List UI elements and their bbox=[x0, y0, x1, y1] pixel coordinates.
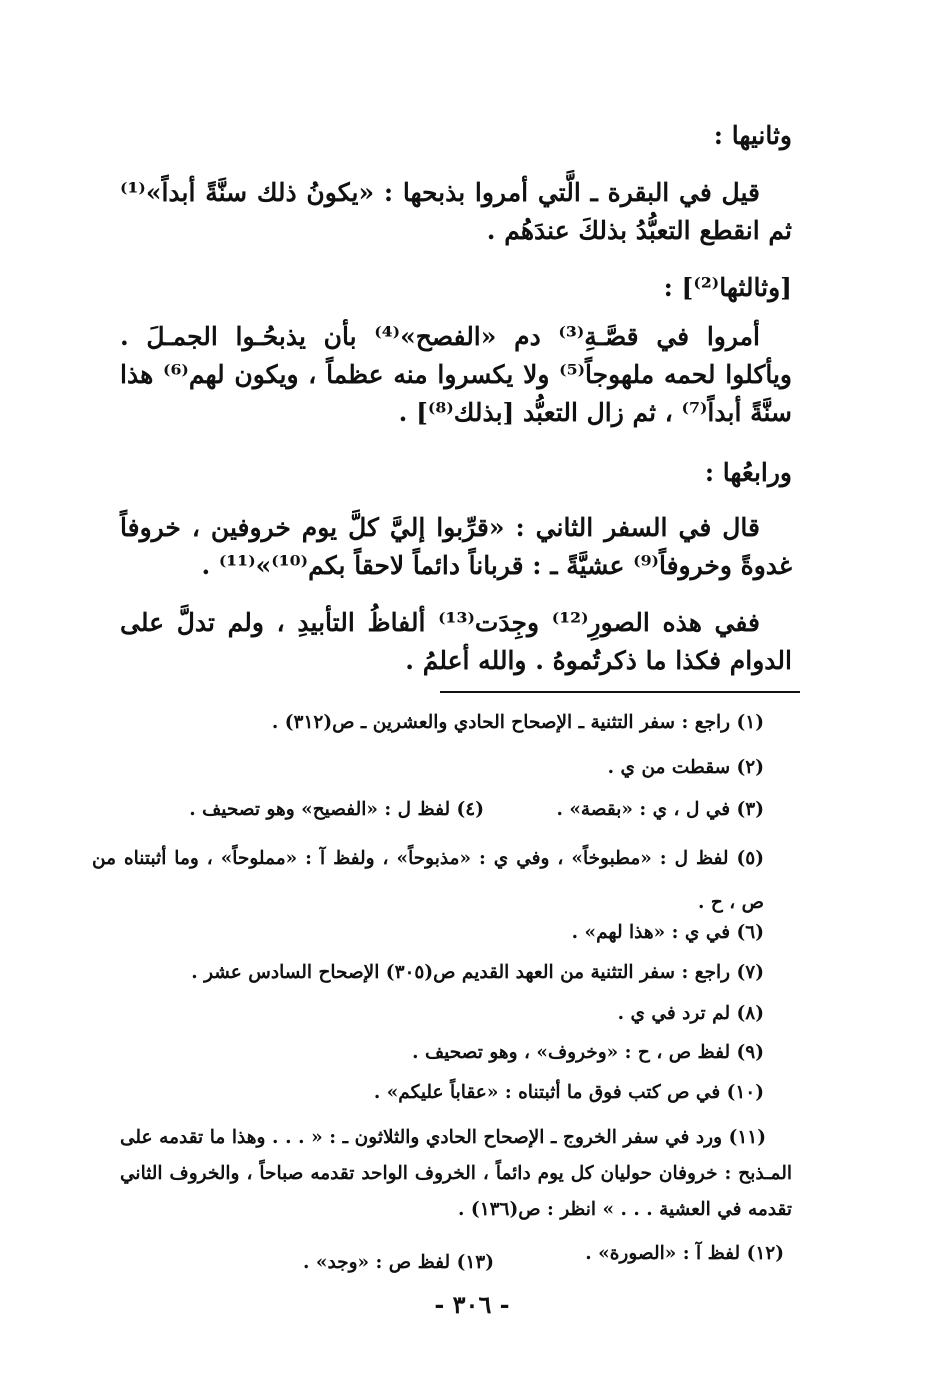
footnote-10: (١٠) في ص كتب فوق ما أثبتناه : «عقاباً عليكم» . bbox=[373, 1082, 764, 1103]
footnote-7: (٧) راجع : سفر التثنية من العهد القديم ص(٣٠٥) الإصحاح السادس عشر . bbox=[191, 962, 764, 983]
footnote-12: (١٢) لفظ آ : «الصورة» . bbox=[585, 1243, 784, 1264]
footnote-3: (٣) في ل ، ي : «بقصة» . bbox=[556, 799, 764, 820]
footnote-9: (٩) لفظ ص ، ح : «وخروف» ، وهو تصحيف . bbox=[412, 1042, 764, 1063]
page-number: - ٣٠٦ - bbox=[434, 1290, 510, 1319]
footnote-4: (٤) لفظ ل : «الفصيح» وهو تصحيف . bbox=[189, 799, 484, 820]
footnote-1: (١) راجع : سفر التثنية ـ الإصحاح الحادي والعشرين ـ ص(٣١٢) . bbox=[271, 712, 764, 733]
footnote-6: (٦) في ي : «هذا لهم» . bbox=[571, 922, 764, 943]
footnote-2: (٢) سقطت من ي . bbox=[607, 757, 764, 778]
footnote-divider bbox=[440, 691, 800, 693]
footnote-8: (٨) لم ترد في ي . bbox=[617, 1003, 764, 1024]
footnote-11: (١١) ورد في سفر الخروج ـ الإصحاح الحادي والثلاثون ـ : « . . . وهذا ما تقدمه على المـذبح : خروفان حوليان كل يوم دائماً ، الخروف الواحد تقدمه صباحاً ، والخروف الثاني تقدمه في العشية . . . » انظر : ص(١٣٦) . bbox=[120, 1127, 792, 1220]
footnote-5: (٥) لفظ ل : «مطبوخاً» ، وفي ي : «مذبوحاً» ، ولفظ آ : «مملوحاً» ، وما أثبتناه من ص ، ح . bbox=[92, 848, 764, 913]
section-heading-second: وثانيها : bbox=[713, 121, 792, 150]
section-heading-fourth: ورابعُها : bbox=[704, 458, 792, 487]
paragraph-fourth: قال في السفر الثاني : «قرِّبوا إليَّ كلَّ يوم خروفين ، خروفاً غدوةً وخروفاً⁽⁹⁾ عشيَّةً ـ : قرباناً دائماً لاحقاً بكم⁽¹⁰⁾»⁽¹¹⁾ . bbox=[120, 513, 792, 580]
paragraph-conclusion: ففي هذه الصورِ⁽¹²⁾ وجِدَت⁽¹³⁾ ألفاظُ التأبيدِ ، ولم تدلَّ على الدوام فكذا ما ذكرتُموهُ . والله أعلمُ . bbox=[120, 608, 792, 675]
footnote-13: (١٣) لفظ ص : «وجد» . bbox=[303, 1252, 494, 1273]
section-heading-third: [وثالثها⁽²⁾] : bbox=[663, 273, 792, 302]
paragraph-third: أمروا في قصَّـةِ⁽³⁾ دم «الفصح»⁽⁴⁾ بأن يذبحُـوا الجمـلَ . ويأكلوا لحمه ملهوجاً⁽⁵⁾ ولا يكسروا منه عظماً ، ويكون لهم⁽⁶⁾ هذا سنَّةً أبداً⁽⁷⁾ ، ثم زال التعبُّد [بذلك⁽⁸⁾] . bbox=[120, 322, 792, 427]
paragraph-second: قيل في البقرة ـ الَّتي أمروا بذبحها : «يكونُ ذلك سنَّةً أبداً»⁽¹⁾ ثم انقطع التعبُّدُ بذلكَ عندَهُم . bbox=[120, 178, 792, 245]
